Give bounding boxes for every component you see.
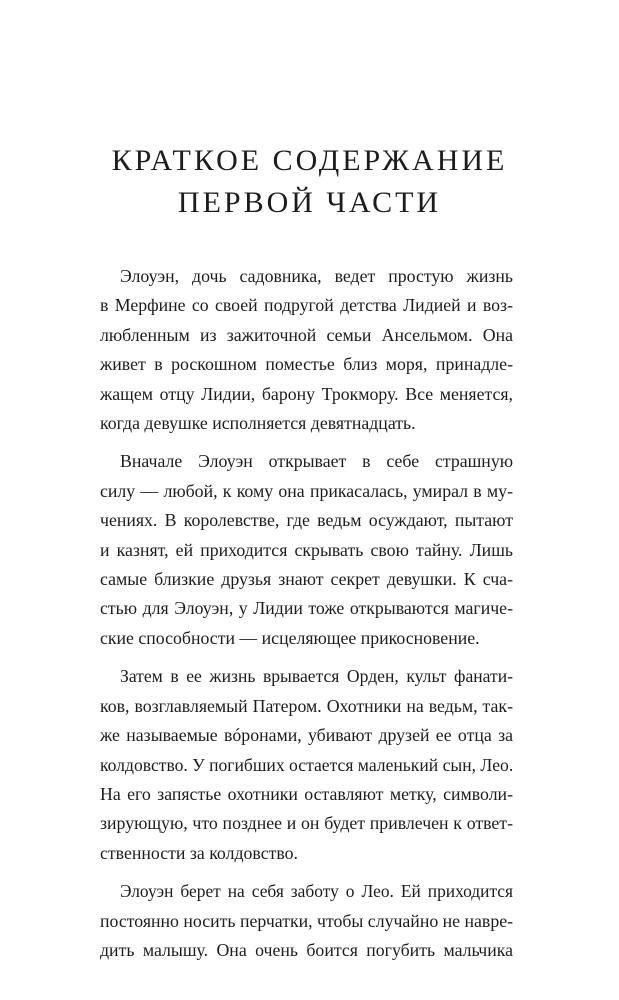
text-line: колдовство. У погибших остается маленький сын, Лео. <box>100 754 514 775</box>
text-line: любленным из зажиточной семьи Ансельмом. Она <box>100 324 513 345</box>
text-line: Затем в ее жизнь врывается Орден, культ фанати- <box>120 666 513 687</box>
chapter-title-line-1: КРАТКОЕ СОДЕРЖАНИЕ <box>111 144 508 177</box>
text-line: же называемые вóронами, убивают друзей ее отца за <box>100 725 513 746</box>
text-line: стью для Элоуэн, у Лидии тоже открываются магиче- <box>100 598 513 619</box>
chapter-title-line-2: ПЕРВОЙ ЧАСТИ <box>177 186 442 219</box>
text-line: ские способности — исцеляющее прикосновение. <box>100 627 480 648</box>
text-line: Элоуэн, дочь садовника, ведет простую жизнь <box>120 266 513 286</box>
paragraph-4 <box>100 877 513 965</box>
text-line: самые близкие друзья знают секрет девушки. К сча- <box>100 569 513 590</box>
text-line: зирующую, что позднее и он будет привлечен к ответ- <box>100 813 513 834</box>
text-line: когда девушке исполняется девятнадцать. <box>100 413 416 434</box>
paragraph-2 <box>100 447 513 653</box>
text-line: Вначале Элоуэн открывает в себе страшную <box>120 451 513 472</box>
text-line: Элоуэн берет на себя заботу о Лео. Ей приходится <box>120 881 513 902</box>
text-line: в Мерфине со своей подругой детства Лидией и воз- <box>100 295 513 316</box>
text-line: чениях. В королевстве, где ведьм осуждают, пытают <box>100 510 513 531</box>
text-line: постоянно носить перчатки, чтобы случайно не навре- <box>100 910 514 931</box>
text-line: дить малышу. Она очень боится погубить мальчика <box>100 939 513 960</box>
paragraph-3 <box>100 662 513 868</box>
text-line: ков, возглавляемый Патером. Охотники на ведьм, так- <box>100 695 513 716</box>
text-line: На его запястье охотники оставляют метку, символи- <box>100 783 513 804</box>
summary-text <box>100 262 513 974</box>
text-line: и казнят, ей приходится скрывать свою тайну. Лишь <box>100 539 513 560</box>
text-line: ственности за колдовство. <box>100 842 298 863</box>
paragraph-1 <box>100 262 513 438</box>
text-line: силу — любой, к кому она прикасалась, умирал в му- <box>100 480 513 501</box>
chapter-title <box>0 140 619 224</box>
text-line: жащем отцу Лидии, барону Трокмору. Все меняется, <box>100 383 513 404</box>
text-line: живет в роскошном поместье близ моря, принадле- <box>100 354 513 375</box>
